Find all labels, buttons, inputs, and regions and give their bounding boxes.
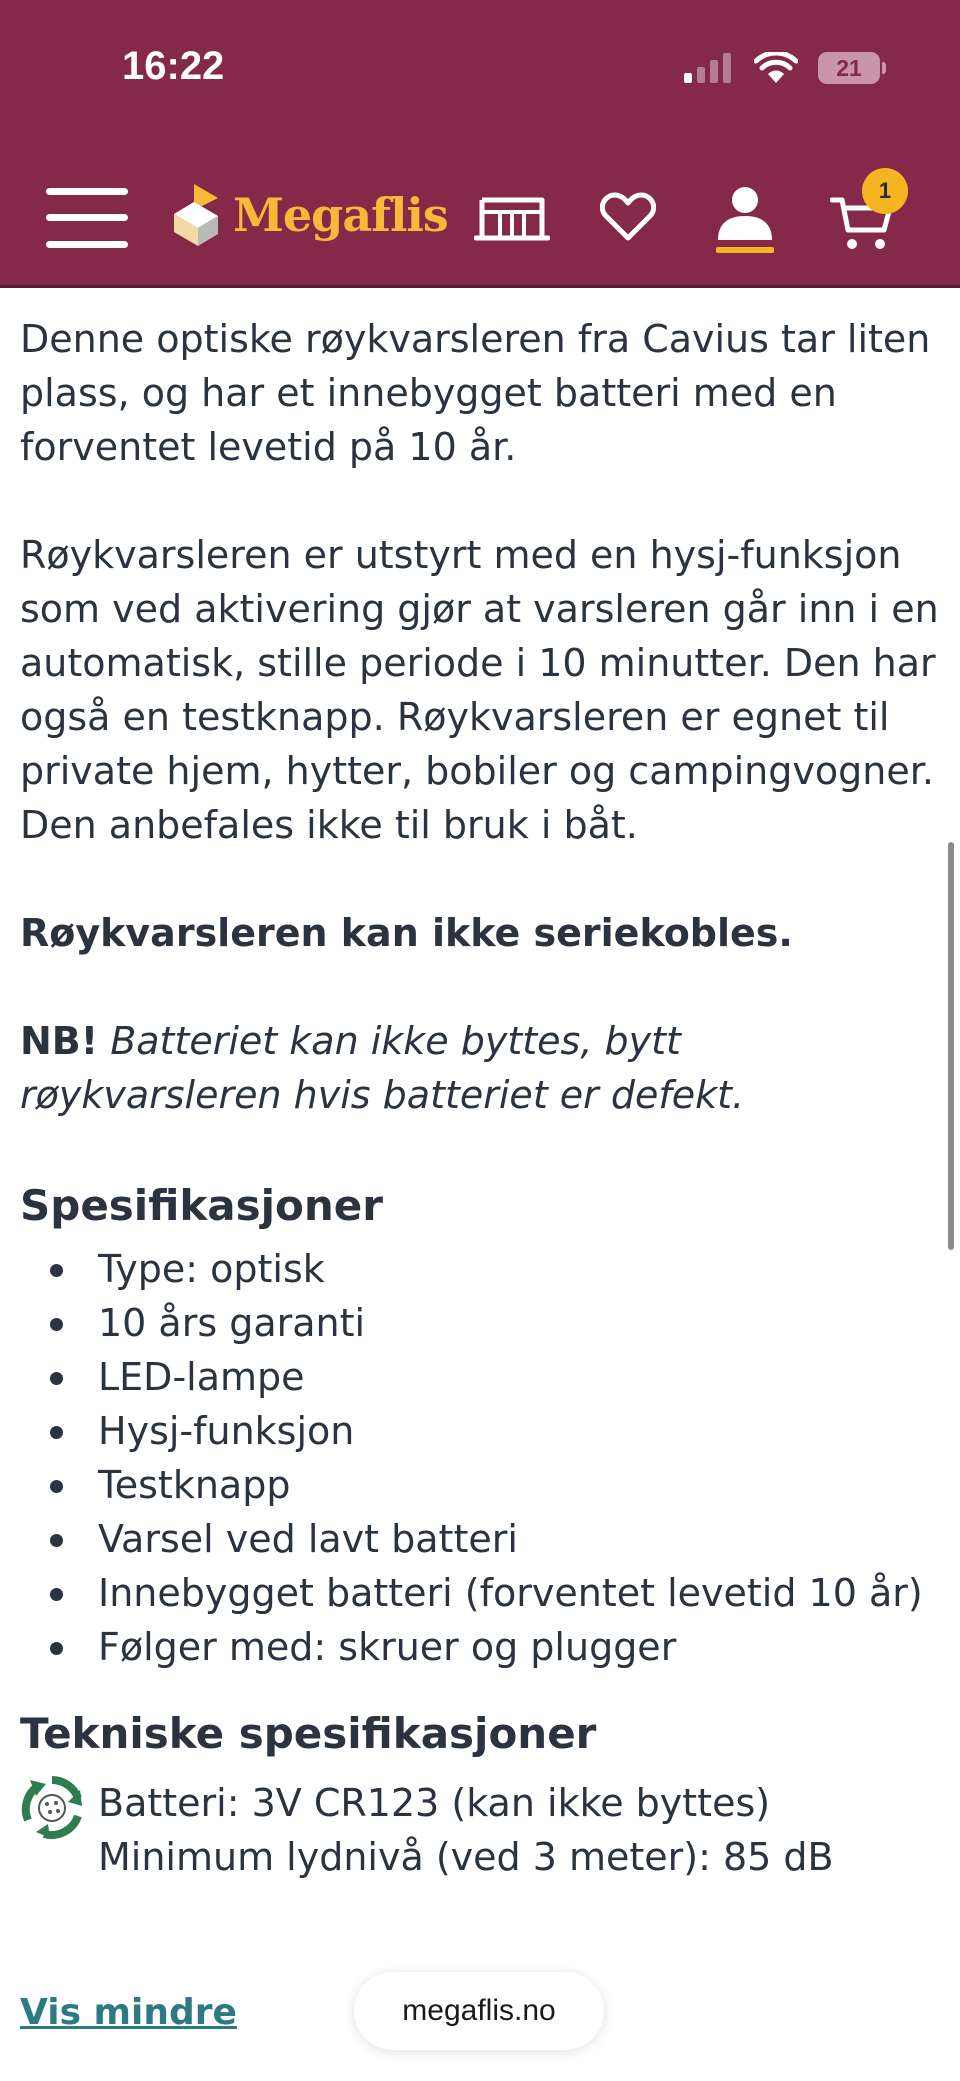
status-time: 16:22 (122, 44, 225, 88)
list-item: Varsel ved lavt batteri (20, 1512, 940, 1566)
list-item: 10 års garanti (20, 1296, 940, 1350)
tech-spec-line: Batteri: 3V CR123 (kan ikke byttes) (98, 1781, 771, 1825)
list-item: Innebygget batteri (forventet levetid 10 år) (20, 1566, 940, 1620)
list-item: Type: optisk (20, 1242, 940, 1296)
specs-heading: Spesifikasjoner (20, 1181, 383, 1230)
tech-spec-line: Minimum lydnivå (ved 3 meter): 85 dB (98, 1835, 834, 1879)
wifi-icon (754, 52, 798, 84)
heart-icon[interactable] (600, 192, 656, 242)
battery-level: 21 (836, 54, 862, 81)
status-icons (684, 46, 880, 90)
user-icon[interactable] (716, 186, 774, 242)
tech-specs-list (20, 1776, 940, 1884)
scrollbar[interactable] (948, 842, 954, 1250)
nb-label: NB! (20, 1019, 99, 1063)
url-bar[interactable]: megaflis.no (354, 1972, 604, 2050)
list-item: LED-lampe (20, 1350, 940, 1404)
megaflis-logo-icon[interactable] (174, 184, 224, 246)
showroom-icon[interactable] (474, 196, 550, 242)
cellular-signal-icon (684, 53, 734, 83)
battery-indicator (818, 52, 880, 84)
battery-recycle-icon (20, 1776, 84, 1840)
show-less-link[interactable]: Vis mindre (20, 1992, 237, 2033)
list-item: Hysj-funksjon (20, 1404, 940, 1458)
list-item: Følger med: skruer og plugger (20, 1620, 940, 1674)
account-active-indicator (716, 247, 774, 253)
specs-list (20, 1242, 940, 1674)
product-description (20, 312, 940, 1884)
cart-count-badge: 1 (862, 168, 908, 214)
nb-note (20, 1014, 940, 1122)
hamburger-menu-icon[interactable] (46, 188, 128, 248)
description-bold-note: Røykvarsleren kan ikke seriekobles. (20, 911, 793, 955)
list-item: Testknapp (20, 1458, 940, 1512)
tech-specs-heading: Tekniske spesifikasjoner (20, 1709, 597, 1758)
description-paragraph: Røykvarsleren er utstyrt med en hysj-funksjon som ved aktivering gjør at varsleren går inn i en automatisk, stille periode i 10 minutter. Den har også en testknapp. Røykvarsleren er egnet til private hjem, hytter, bobiler og campingvogner. Den anbefales ikke til bruk i båt. (20, 533, 939, 847)
description-paragraph: Denne optiske røykvarsleren fra Cavius tar liten plass, og har et innebygget batteri med en forventet levetid på 10 år. (20, 317, 931, 469)
site-header (0, 0, 960, 288)
logo-text[interactable]: Megaflis (233, 188, 448, 242)
nb-text: Batteriet kan ikke byttes, bytt røykvarsleren hvis batteriet er defekt. (20, 1019, 745, 1117)
